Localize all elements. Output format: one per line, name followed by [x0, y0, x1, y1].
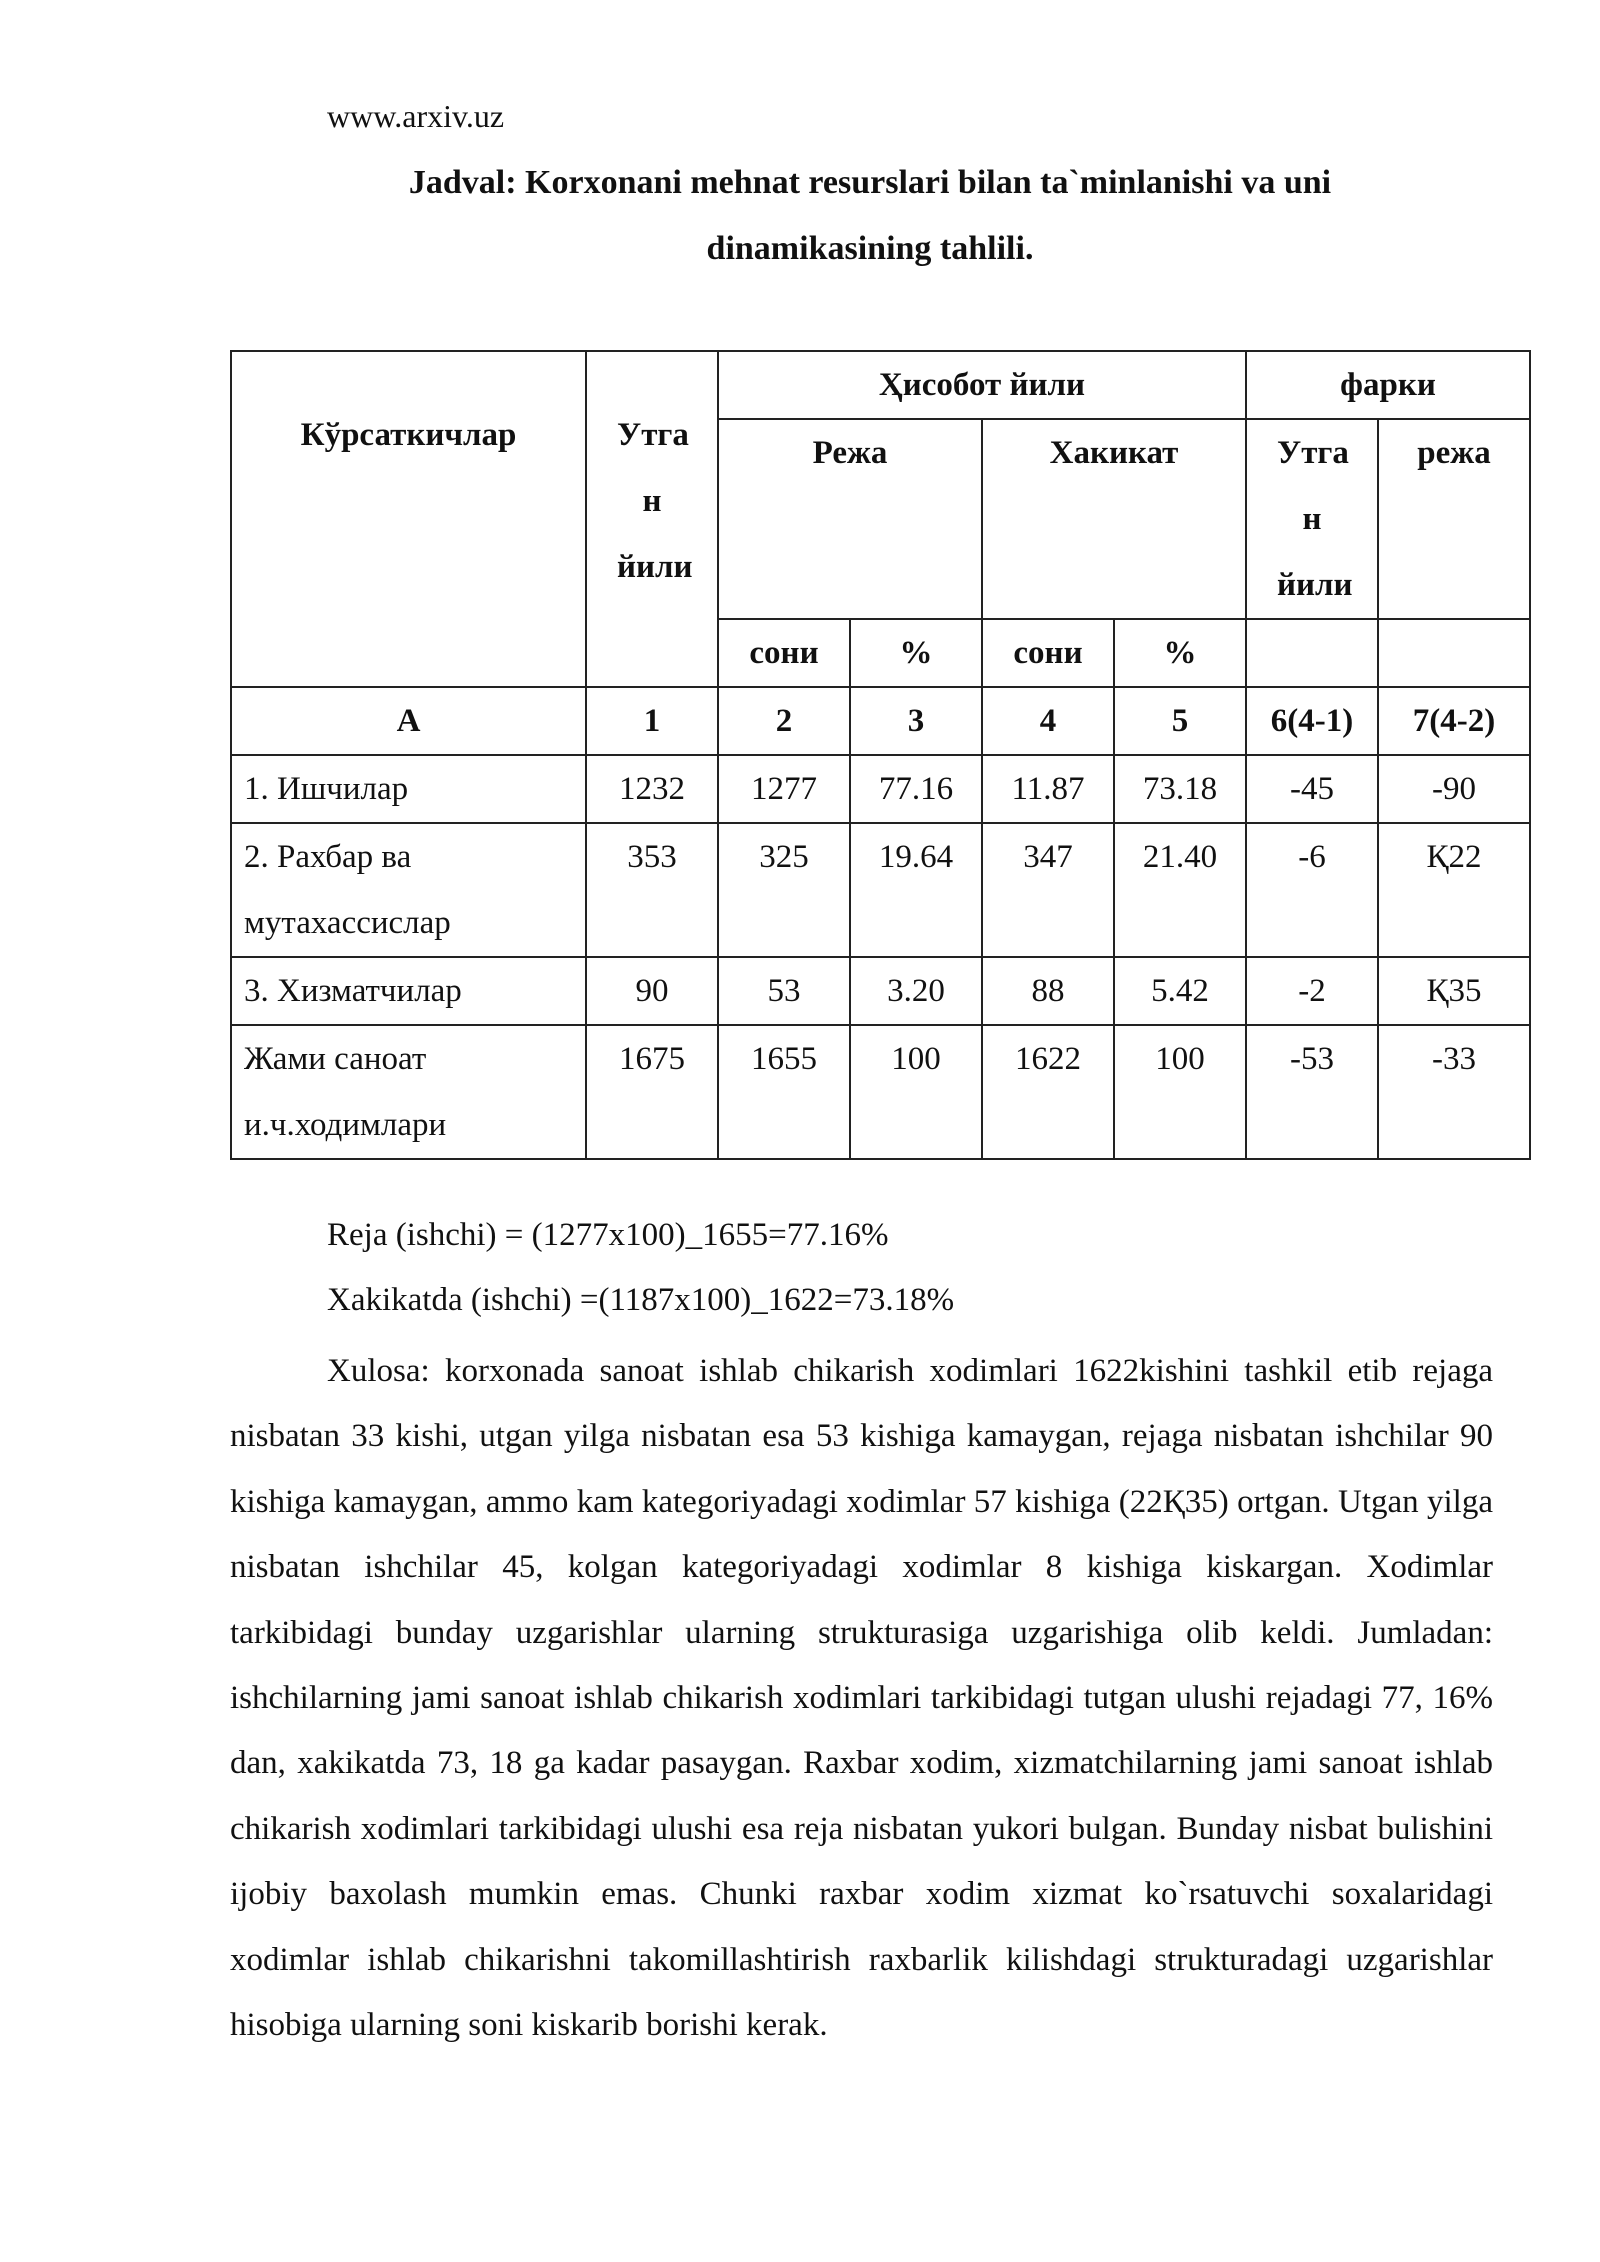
- table-cell: 100: [850, 1025, 982, 1159]
- table-cell: 88: [982, 957, 1114, 1025]
- data-table: [230, 350, 1531, 1160]
- table-cell: -90: [1378, 755, 1530, 823]
- header-indicator: Кўрсаткичлар: [231, 351, 586, 687]
- table-cell: 21.40: [1114, 823, 1246, 957]
- table-row: [231, 823, 1530, 957]
- table-cell: 53: [718, 957, 850, 1025]
- table-cell: Қ22: [1378, 823, 1530, 957]
- column-number: 3: [850, 687, 982, 755]
- table-row: [231, 957, 1530, 1025]
- table-cell: Қ35: [1378, 957, 1530, 1025]
- table-cell: -2: [1246, 957, 1378, 1025]
- column-number: 1: [586, 687, 718, 755]
- table-cell: 90: [586, 957, 718, 1025]
- header-count-plan: сони: [718, 619, 850, 687]
- conclusion-paragraph: Xulosa: korxonada sanoat ishlab chikarish xodimlari 1622kishini tashkil etib rejaga nisbatan 33 kishi, utgan yilga nisbatan esa 53 kishiga kamaygan, rejaga nisbatan ishchilar 90 kishiga kamaygan, ammo kam kategoriyadagi xodimlar 57 kishiga (22Қ35) ortgan. Utgan yilga nisbatan ishchilar 45, kolgan kategoriyadagi xodimlar 8 kishiga kiskargan. Xodimlar tarkibidagi bunday uzgarishlar ularning strukturasiga uzgarishiga olib keldi. Jumladan: ishchilarning jami sanoat ishlab chikarish xodimlari tarkibidagi tutgan ulushi rejadagi 77, 16% dan, xakikatda 73, 18 ga kadar pasaygan. Raxbar xodim, xizmatchilarning jami sanoat ishlab chikarish xodimlari tarkibidagi ulushi esa reja nisbatan yukori bulgan. Bunday nisbat bulishini ijobiy baxolash mumkin emas. Chunki raxbar xodim xizmat ko`rsatuvchi soxalaridagi xodimlar ishlab chikarishni takomillashtirish raxbarlik kilishdagi strukturadagi uzgarishlar hisobiga ularning soni kiskarib borishi kerak.: [230, 1353, 1493, 2044]
- table-row: [231, 755, 1530, 823]
- header-diff-plan: режа: [1378, 419, 1530, 619]
- row-label: Жами саноат и.ч.ходимлари: [231, 1025, 586, 1159]
- column-number: 4: [982, 687, 1114, 755]
- table-cell: 347: [982, 823, 1114, 957]
- column-number: А: [231, 687, 586, 755]
- header-percent-actual: %: [1114, 619, 1246, 687]
- column-number: 6(4-1): [1246, 687, 1378, 755]
- table-cell: 1655: [718, 1025, 850, 1159]
- site-url: www.arxiv.uz: [327, 98, 505, 134]
- column-number: 2: [718, 687, 850, 755]
- table-cell: 19.64: [850, 823, 982, 957]
- table-cell: 5.42: [1114, 957, 1246, 1025]
- header-plan: Режа: [718, 419, 982, 619]
- table-row: [231, 1025, 1530, 1159]
- header-diff-last-year: Утга н йили: [1246, 419, 1378, 619]
- column-number: 5: [1114, 687, 1246, 755]
- actual-formula: Xakikatda (ishchi) =(1187x100)_1622=73.18%: [327, 1282, 955, 1318]
- table-cell: 353: [586, 823, 718, 957]
- header-percent-plan: %: [850, 619, 982, 687]
- header-empty-cell: [1246, 619, 1378, 687]
- header-difference: фарки: [1246, 351, 1530, 419]
- table-cell: -45: [1246, 755, 1378, 823]
- table-cell: -6: [1246, 823, 1378, 957]
- table-cell: 3.20: [850, 957, 982, 1025]
- row-label: 2. Рахбар ва мутахассислар: [231, 823, 586, 957]
- table-cell: 1675: [586, 1025, 718, 1159]
- row-label: 1. Ишчилар: [231, 755, 586, 823]
- header-report-year: Ҳисобот йили: [718, 351, 1246, 419]
- row-label: 3. Хизматчилар: [231, 957, 586, 1025]
- header-last-year: Утга н йили: [586, 351, 718, 687]
- table-cell: 77.16: [850, 755, 982, 823]
- table-cell: 325: [718, 823, 850, 957]
- table-cell: 1277: [718, 755, 850, 823]
- table-cell: 100: [1114, 1025, 1246, 1159]
- page-title: [230, 150, 1510, 282]
- table-cell: -53: [1246, 1025, 1378, 1159]
- table-cell: 1232: [586, 755, 718, 823]
- header-actual: Хакикат: [982, 419, 1246, 619]
- table-cell: 1622: [982, 1025, 1114, 1159]
- header-count-actual: сони: [982, 619, 1114, 687]
- table-cell: 73.18: [1114, 755, 1246, 823]
- header-empty-cell: [1378, 619, 1530, 687]
- column-number: 7(4-2): [1378, 687, 1530, 755]
- plan-formula: Reja (ishchi) = (1277x100)_1655=77.16%: [327, 1217, 889, 1253]
- title-line-2: dinamikasining tahlili.: [706, 230, 1034, 267]
- table-cell: -33: [1378, 1025, 1530, 1159]
- numbering-row: [231, 687, 1530, 755]
- table-cell: 11.87: [982, 755, 1114, 823]
- title-line-1: Jadval: Korxonani mehnat resurslari bilan ta`minlanishi va uni: [408, 164, 1332, 201]
